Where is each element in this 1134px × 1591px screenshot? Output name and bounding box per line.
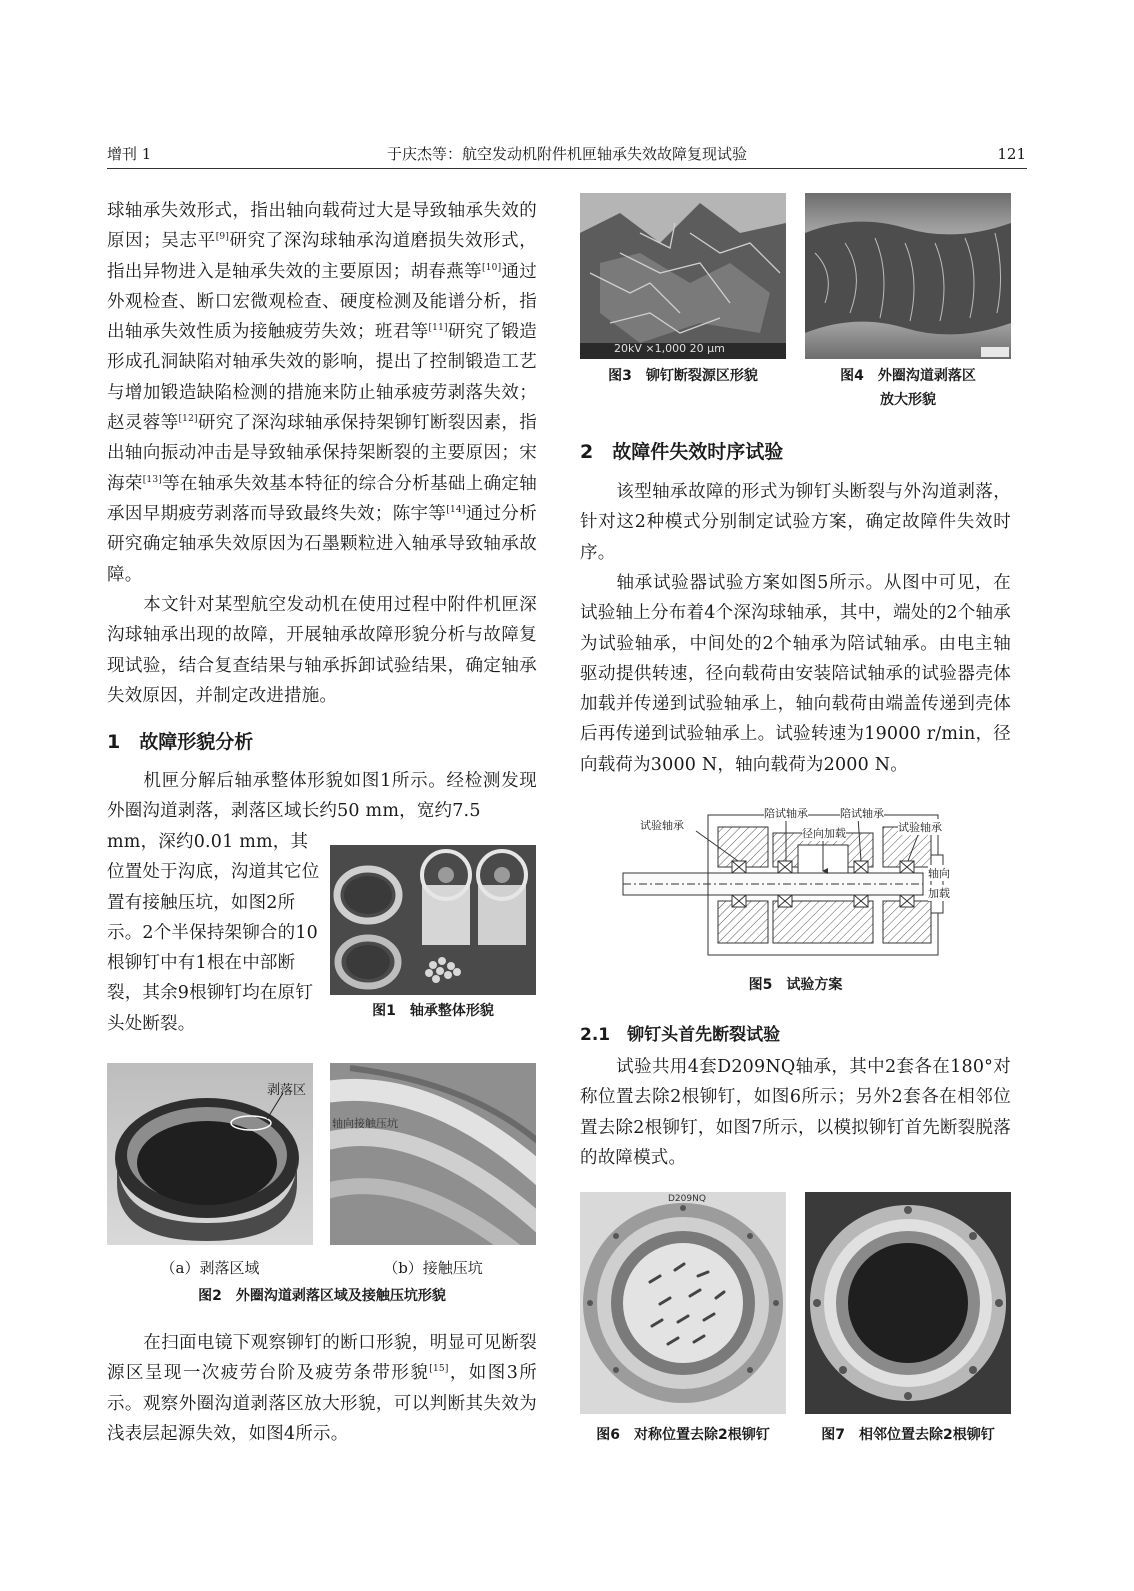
text-run: 在扫面电镜下观察铆钉的断口形貌，明显可见断裂源区呈现一次疲劳台阶及疲劳条带形貌 [107,1333,537,1384]
fig5-label-accompany-bearing-1: 陪试轴承 [764,807,808,820]
figure-4-caption-line1: 图4 外圈沟道剥落区 [840,368,976,384]
figure-1-photo [330,845,536,995]
figure-7-caption: 图7 相邻位置去除2根铆钉 [821,1427,995,1443]
citation-superscript: [10] [482,262,502,273]
text-run: 通过外观检查、断口宏微观检查、硬度检测及能谱分析，指出轴承失效性质为接触疲劳失效；班君等 [107,261,537,343]
section-2-title: 2 故障件失效时序试验 [580,441,784,463]
figure-2a-label: 剥落区 [267,1083,307,1098]
paragraph-fault-morphology-b: mm，深约0.01 mm，其位置处于沟底，沟道其它位置有接触压坑，如图2所示。2个半保持架铆合的10根铆钉中有1根在中部断裂，其余9根铆钉均在原钉头处断裂。 [107,832,320,1034]
fig5-label-test-bearing-right: 试验轴承 [898,821,942,834]
text-run: 球轴承失效形式，指出轴向载荷过大是导致轴承失效的原因；吴志平 [107,201,537,252]
text-run: 研究了锻造形成孔洞缺陷对轴承失效的影响，提出了控制锻造工艺与增加锻造缺陷检测的措施来防止轴承疲劳剥落失效；赵灵蓉等 [107,322,538,434]
paragraph-fault-morphology-a: 机匣分解后轴承整体形貌如图1所示。经检测发现外圈沟道剥落，剥落区域长约50 mm，宽约7.5 [107,771,537,822]
text-run: ，如图3所示。观察外圈沟道剥落区放大形貌，可以判断其失效为浅表层起源失效，如图4所示。 [107,1363,538,1444]
text-run: 通过分析研究确定轴承失效原因为石墨颗粒进入轴承导致轴承故障。 [107,503,537,585]
fig5-label-axial-2: 加载 [928,887,950,900]
figure-5-diagram [618,805,956,965]
paragraph-introduction: 本文针对某型航空发动机在使用过程中附件机匣深沟球轴承出现的故障，开展轴承故障形貌分析与故障复现试验，结合复查结果与轴承拆卸试验结果，确定轴承失效原因，并制定改进措施。 [107,595,537,706]
citation-superscript: [12] [178,414,198,425]
fig5-label-radial-load: 径向加载 [802,827,846,840]
paragraph-rivet-test: 试验共用4套D209NQ轴承，其中2套各在180°对称位置去除2根铆钉，如图6所示；另外2套各在相邻位置去除2根铆钉，如图7所示，以模拟铆钉首先断裂脱落的故障模式。 [580,1057,1011,1168]
figure-6-caption: 图6 对称位置去除2根铆钉 [596,1427,770,1443]
figure-2b-photo [330,1063,536,1245]
figure-3-photo [580,193,786,359]
figure-2b-subcaption: （b）接触压坑 [383,1259,483,1277]
fig5-label-accompany-bearing-2: 陪试轴承 [840,807,884,820]
paragraph-test-scheme: 轴承试验器试验方案如图5所示。从图中可见，在试验轴上分布着4个深沟球轴承，其中，端处的2个轴承为试验轴承，中间处的2个轴承为陪试轴承。由电主轴驱动提供转速，径向载荷由安装陪试轴承的试验器壳体加载并传递到试验轴承上，轴向载荷由端盖传递到壳体后再传递到试验轴承上。试验转速为19000 r/min，径向载荷为3000 N，轴向载荷为2000 N。 [580,573,1011,775]
citation-superscript: [11] [428,323,448,334]
figure-2a-photo [107,1063,313,1245]
running-title: 于庆杰等：航空发动机附件机匣轴承失效故障复现试验 [386,145,747,163]
section-2-1-title: 2.1 铆钉头首先断裂试验 [580,1025,781,1045]
citation-superscript: [14] [446,505,466,516]
citation-superscript: [13] [142,474,162,485]
paragraph-sem-observation [107,1328,537,1449]
paragraph-literature-review [107,196,537,590]
figure-7-photo [805,1192,1011,1414]
figure-4-caption-line2: 放大形貌 [880,392,936,408]
citation-superscript: [15] [429,1364,449,1375]
paragraph-failure-sequence: 该型轴承故障的形式为铆钉头断裂与外沟道剥落，针对这2种模式分别制定试验方案，确定故障件失效时序。 [580,482,1011,563]
text-run: 研究了深沟球轴承沟道磨损失效形式，指出异物进入是轴承失效的主要原因；胡春燕等 [107,231,537,282]
figure-2b-label: 轴向接触压坑 [332,1117,398,1130]
figure-3-scale-bar: 20kV ×1,000 20 μm [614,342,725,355]
text-run: 研究了深沟球轴承保持架铆钉断裂因素，指出轴向振动冲击是导致轴承保持架断裂的主要原因；宋海荣 [107,413,537,494]
figure-2-caption: 图2 外圈沟道剥落区域及接触压坑形貌 [198,1288,446,1304]
figure-6-marking: D209NQ [668,1194,706,1204]
figure-4-photo [805,193,1011,359]
figure-6-photo [580,1192,786,1414]
figure-1-caption: 图1 轴承整体形貌 [372,1003,494,1019]
citation-superscript: [9] [215,232,230,243]
page-number: 121 [997,145,1026,163]
header-rule [107,168,1027,169]
figure-2a-subcaption: （a）剥落区域 [160,1259,260,1277]
section-1-title: 1 故障形貌分析 [107,731,254,753]
figure-3-caption: 图3 铆钉断裂源区形貌 [608,368,758,384]
text-run: 等在轴承失效基本特征的综合分析基础上确定轴承因早期疲劳剥落而导致最终失效；陈宇等 [107,473,537,524]
fig5-label-axial-1: 轴向 [928,867,950,880]
journal-issue: 增刊 1 [107,145,152,163]
fig5-label-test-bearing-left: 试验轴承 [640,819,684,832]
figure-5-caption: 图5 试验方案 [748,977,843,993]
